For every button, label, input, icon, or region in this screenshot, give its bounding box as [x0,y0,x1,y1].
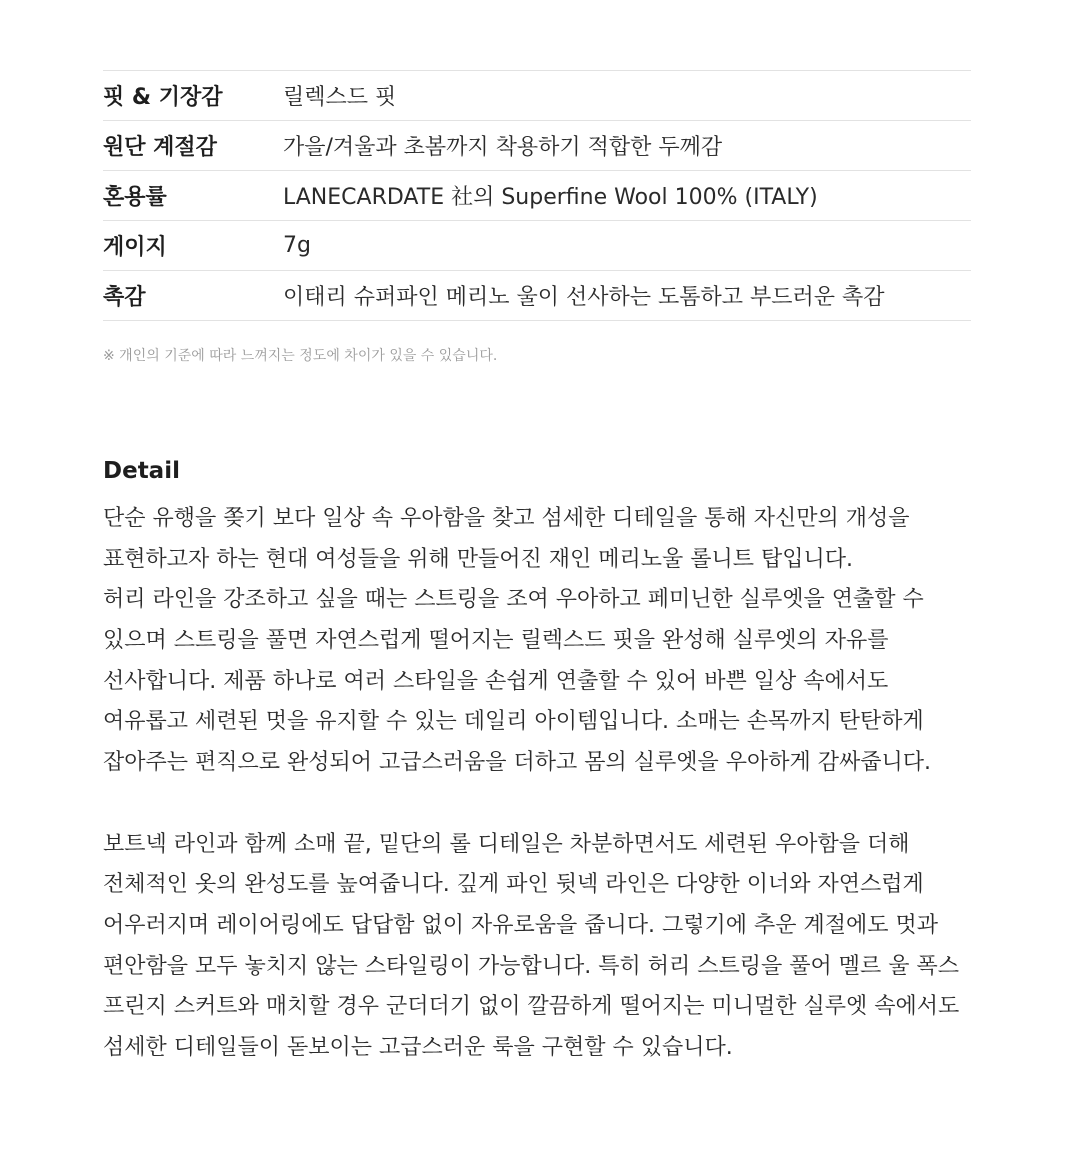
detail-text-line: 여유롭고 세련된 멋을 유지할 수 있는 데일리 아이템입니다. 소매는 손목까지 탄탄하게 [103,709,924,735]
detail-text-line: 섬세한 디테일들이 돋보이는 고급스러운 룩을 구현할 수 있습니다. [103,1034,733,1060]
spec-row-touch [103,271,971,321]
detail-text-line: 잡아주는 편직으로 완성되어 고급스러움을 더하고 몸의 실루엣을 우아하게 감싸줍니다. [103,750,932,776]
detail-body [103,499,983,1069]
detail-text-line: 선사합니다. 제품 하나로 여러 스타일을 손쉽게 연출할 수 있어 바쁜 일상 속에서도 [103,668,889,694]
spec-value: 이태리 슈퍼파인 메리노 울이 선사하는 도톰하고 부드러운 촉감 [283,285,885,310]
spec-value: LANECARDATE 社의 Superfine Wool 100% (ITALY) [283,185,818,210]
paragraph-gap [103,784,983,825]
disclaimer-note: ※ 개인의 기준에 따라 느껴지는 정도에 차이가 있을 수 있습니다. [103,348,498,364]
spec-value: 7g [283,233,311,258]
detail-text-line: 프린지 스커트와 매치할 경우 군더더기 없이 깔끔하게 떨어지는 미니멀한 실루엣 속에서도 [103,994,960,1020]
spec-label: 게이지 [103,235,167,260]
detail-text-line: 전체적인 옷의 완성도를 높여줍니다. 깊게 파인 뒷넥 라인은 다양한 이너와 자연스럽게 [103,872,924,898]
spec-label: 원단 계절감 [103,135,217,160]
spec-label: 혼용률 [103,185,167,210]
detail-text-line: 보트넥 라인과 함께 소매 끝, 밑단의 롤 디테일은 차분하면서도 세련된 우아함을 더해 [103,831,910,857]
spec-table [103,70,971,321]
spec-value: 가을/겨울과 초봄까지 착용하기 적합한 두께감 [283,135,723,160]
spec-label: 촉감 [103,285,146,310]
detail-text-line: 허리 라인을 강조하고 싶을 때는 스트링을 조여 우아하고 페미닌한 실루엣을 연출할 수 [103,587,924,613]
detail-text-line: 있으며 스트링을 풀면 자연스럽게 떨어지는 릴렉스드 핏을 완성해 실루엣의 자유를 [103,628,889,654]
detail-text-line: 단순 유행을 쫒기 보다 일상 속 우아함을 찾고 섬세한 디테일을 통해 자신만의 개성을 [103,506,910,531]
spec-row-composition [103,171,971,221]
detail-text-line: 편안함을 모두 놓치지 않는 스타일링이 가능합니다. 특히 허리 스트링을 풀어 멜르 울 폭스 [103,953,959,979]
spec-label: 핏 & 기장감 [103,85,223,110]
detail-text-line: 어우러지며 레이어링에도 답답함 없이 자유로움을 줍니다. 그렇기에 추운 계절에도 멋과 [103,912,939,938]
spec-row-fit [103,71,971,121]
spec-value: 릴렉스드 핏 [283,85,397,110]
spec-row-gauge [103,221,971,271]
detail-heading: Detail [103,458,180,484]
spec-row-season [103,121,971,171]
detail-text-line: 표현하고자 하는 현대 여성들을 위해 만들어진 재인 메리노울 롤니트 탑입니다. [103,546,853,572]
